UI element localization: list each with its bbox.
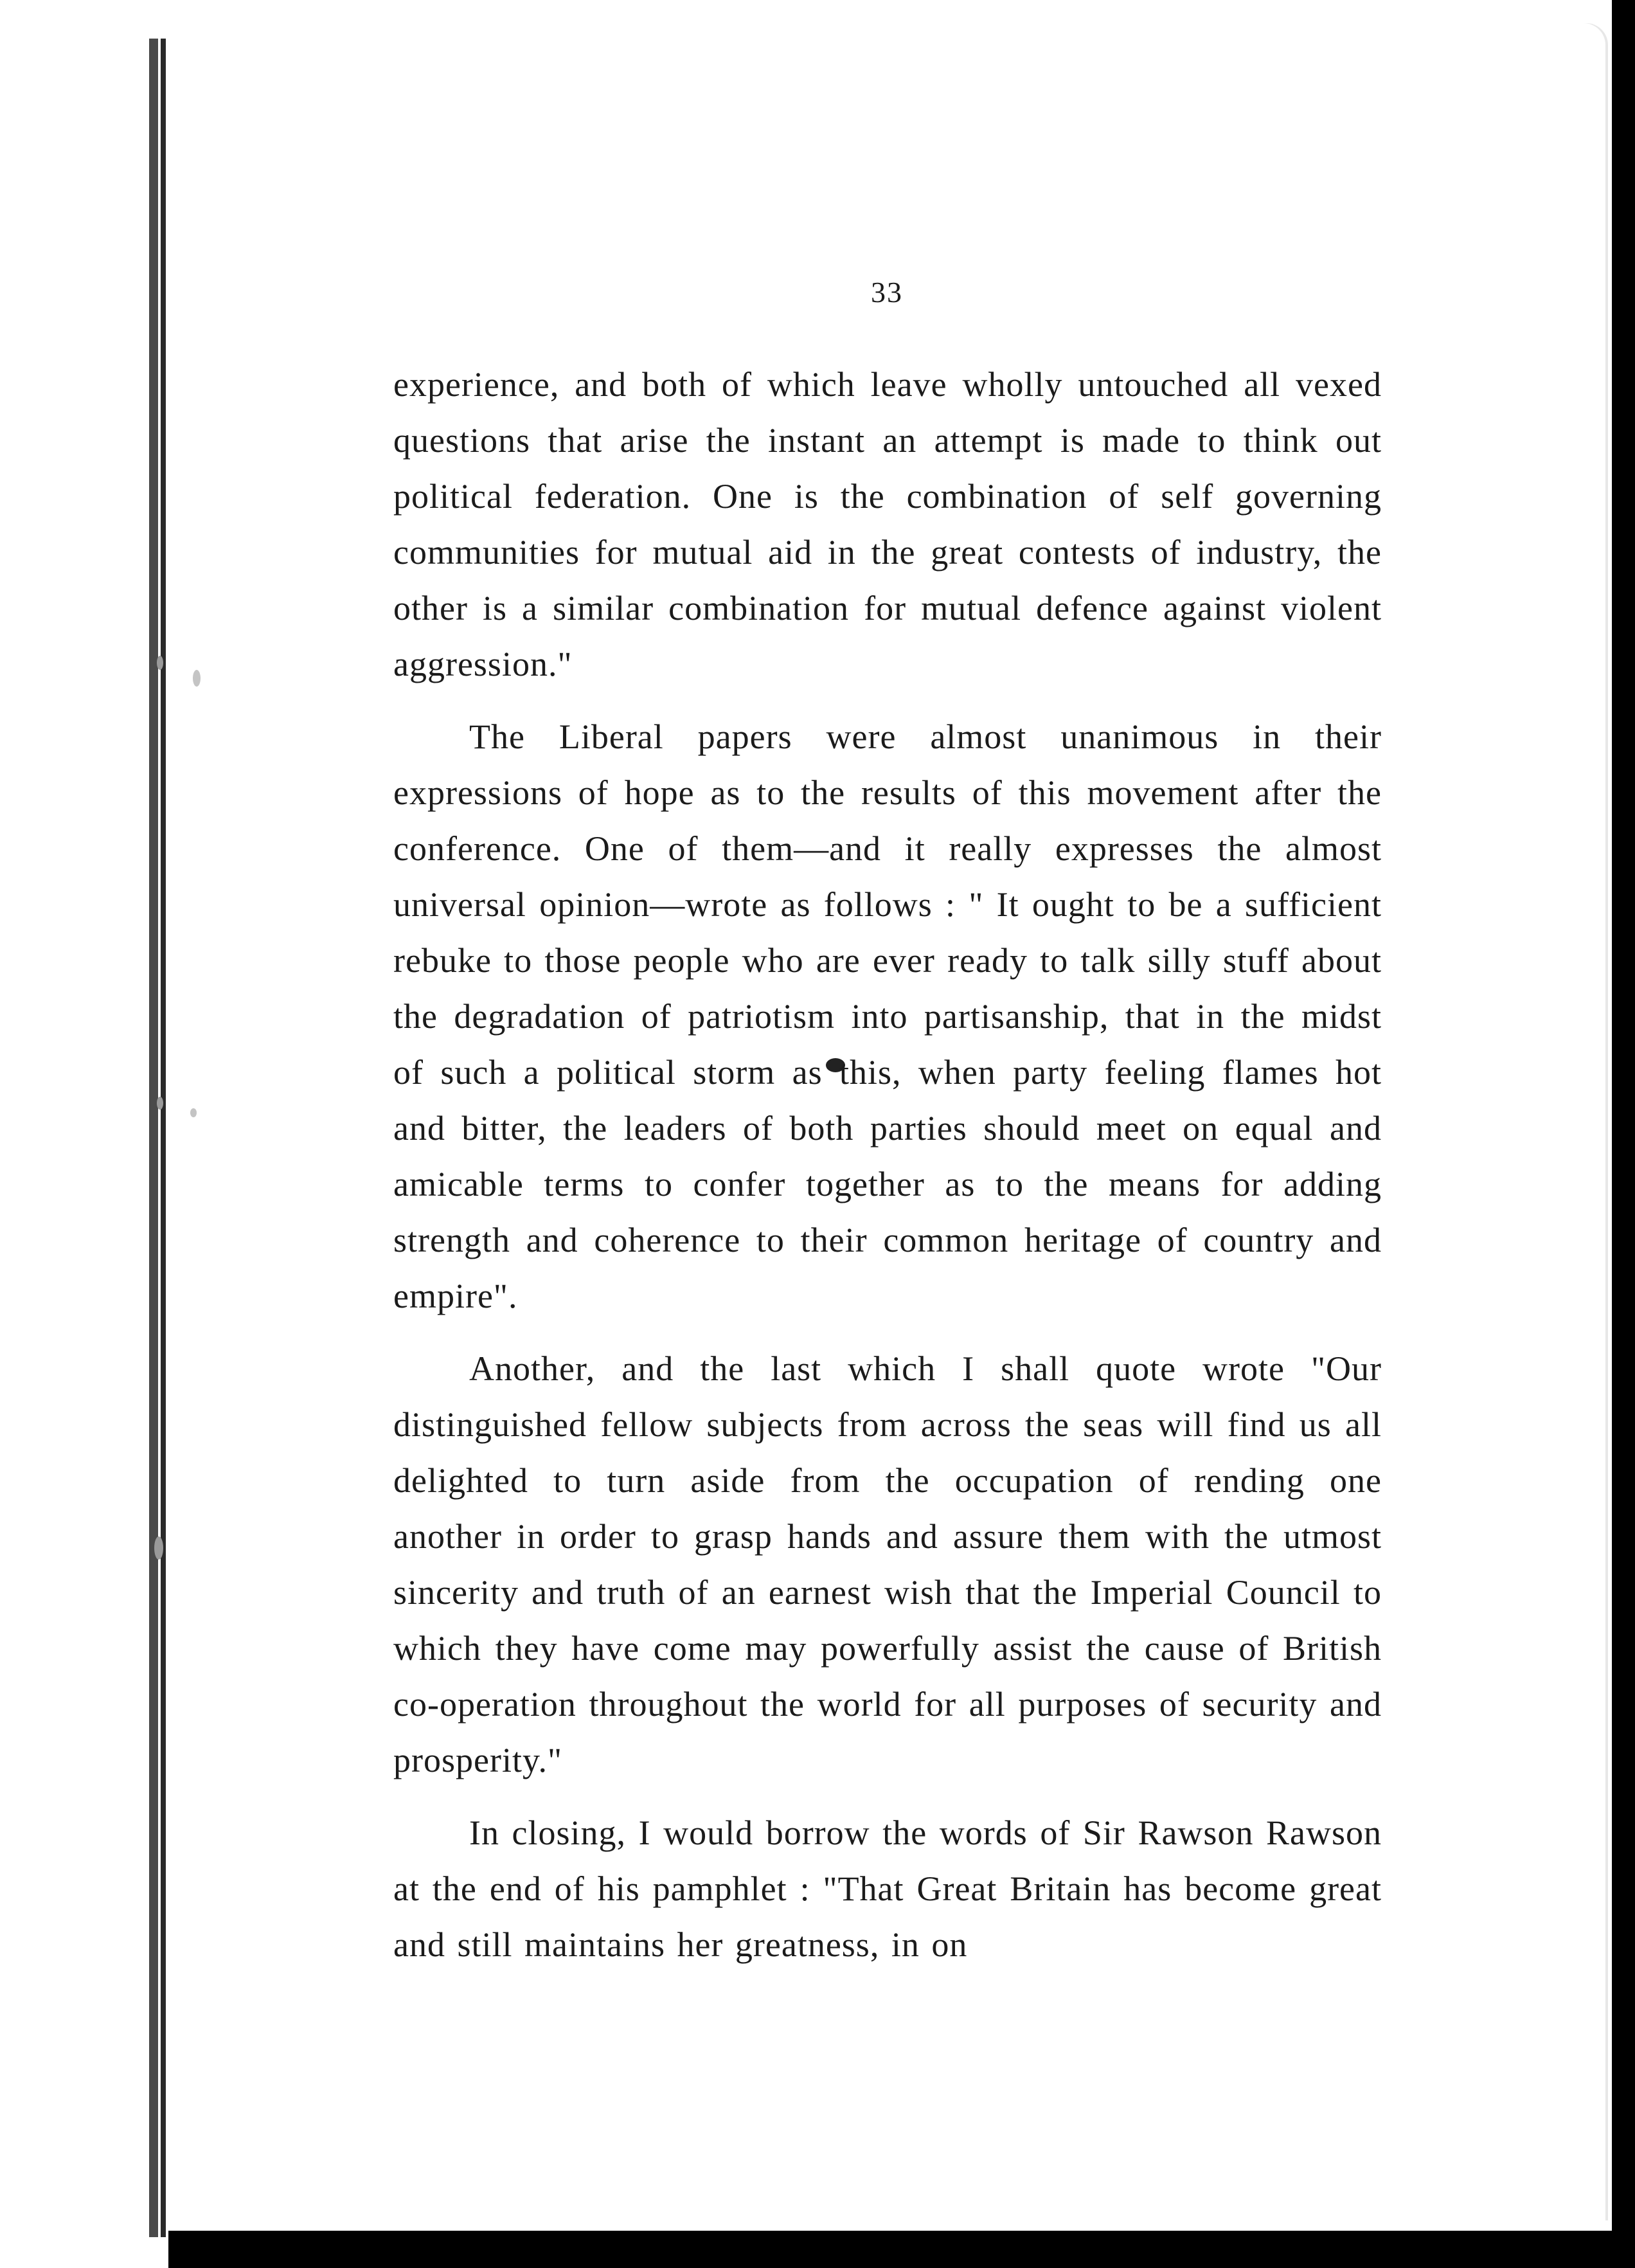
paragraph-liberal-papers: The Liberal papers were almost unanimous in their expressions of hope as to the results of this movement after the conference. One of them—and it really expresses the almost universal opinion—wrote as follows : " It ought to be a sufficient rebuke to those people who are ever ready to talk silly stuff about the degradation of patriotism into partisanship, that in the midst of such a political storm as this, when party feeling flames hot and bitter, the leaders of both parties should meet on equal and amicable terms to confer together as to the means for adding strength and coherence to their common heritage of country and empire". (393, 717, 1382, 1315)
page-number: 33 (871, 276, 903, 309)
scan-right-border (1612, 0, 1635, 2268)
binding-edge (149, 39, 158, 2237)
paragraph-another-quote: Another, and the last which I shall quote wrote "Our distinguished fellow subjects from across the seas will find us all delighted to turn aside from the occupation of rending one another in order to grasp hands and assure them with the utmost sincerity and truth of an earnest wish that the Imperial Council to which they have come may powerfully assist the cause of British co-operation throughout the world for all purposes of security and prosperity." (393, 1349, 1382, 1779)
ink-speck (154, 1536, 163, 1560)
binding-edge-shadow (161, 39, 166, 2237)
ink-speck (193, 670, 201, 687)
body-text (393, 357, 1382, 1973)
left-page-margin (0, 0, 168, 2268)
paragraph-continuation: experience, and both of which leave wholly untouched all vexed questions that arise the instant an attempt is made to think out political federation. One is the combination of self governing communities for mutual aid in the great contests of industry, the other is a similar combination for mutual defence against violent aggression." (393, 365, 1382, 683)
ink-speck (157, 656, 163, 670)
scan-bottom-border (168, 2231, 1635, 2268)
ink-speck (190, 1108, 197, 1117)
ink-speck (157, 1097, 163, 1110)
paragraph-closing: In closing, I would borrow the words of Sir Rawson Rawson at the end of his pamphlet : "That Great Britain has become great and still maintains her greatness, in on (393, 1814, 1382, 1964)
